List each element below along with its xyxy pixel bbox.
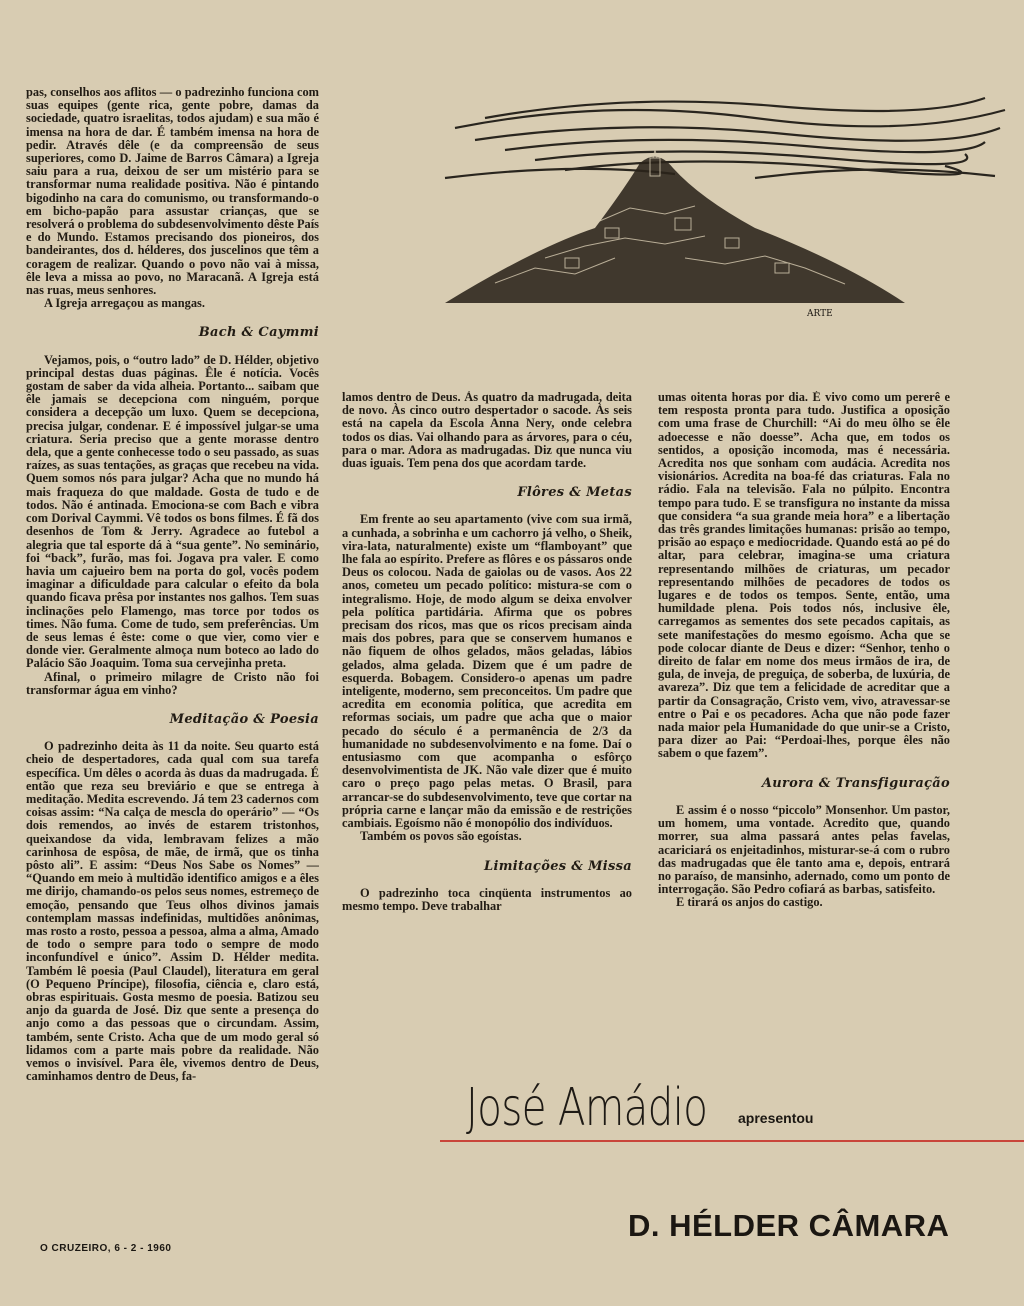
section-heading: Limitações & Missa bbox=[484, 858, 632, 874]
section-heading: Bach & Caymmi bbox=[198, 325, 319, 341]
article-column-2 bbox=[342, 391, 632, 1011]
paragraph: O padrezinho deita às 11 da noite. Seu quarto está cheio de despertadores, cada qual com sua tarefa específica. Um dêles o acorda às duas da madrugada. É então que reza seu breviário e que se entrega à meditação. Medita escrevendo. Já tem 23 cadernos com coisas assim: “Na calça de mescla do operário” — “Os dois remendos, ao invés de estarem tristonhos, queixandose da vida, lembravam felizes a mão carinhosa de espôsa, de mãe, de irmã, que os tinha pôsto ali”. E assim: “Deus Nos Sabe os Nomes” — “Quando em meio à multidão identifico amigos e a êles me dirijo, chamando-os pelos seus nomes, estremeço de emoção, pensando que Teus olhos divinos jamais contemplam massas indefinidas, multidões anônimas, mas rosto a rosto, pessoa a pessoa, alma a alma, Amado de todo o sempre para todo o sempre de modo inconfundível e único”. Assim D. Hélder medita. Também lê poesia (Paul Claudel), literatura em geral (O Pequeno Príncipe), filosofia, ciência e, claro está, obras espirituais. Gosta mesmo de poesia. Batizou seu anjo da guarda de José. Diz que sente a presença do anjo como a das pessoas que o circundam. Assim, também, sente Cristo. Acha que de um modo geral só lidamos com a parte mais pobre da realidade. Não vemos o invisível. Para êle, vivemos dentro de Deus, caminhamos dentro de Deus, fa- bbox=[26, 739, 319, 1084]
paragraph: Vejamos, pois, o “outro lado” de D. Hélder, objetivo principal destas duas páginas. Êle é notícia. Vocês gostam de saber da vida alheia. Portanto... saibam que êle jamais se decepciona com ninguém, porque considera a decepção um luxo. Quem se decepciona, precisa julgar, condenar. E é impossível julgar-se uma criatura. Seria preciso que a gente morasse dentro dela, que a gente conhecesse todo o seu passado, as suas raízes, as suas tentações, as graças que recebeu na vida. Quem somos nós para julgar? Acha que no mundo há mais fraqueza do que maldade. Gosta de tudo e de todos. Não é antinada. Emociona-se com Bach e vibra com Dorival Caymmi. Vê todos os bons filmes. É fã dos desenhos de Tom & Jerry. Agradece ao futebol a alegria que tal esporte dá à “sua gente”. No seminário, foi “back”, furão, mas foi. Jogava pra valer. E como havia um cajueiro bem na porta do gol, vocês podem imaginar a dificuldade para calcular o efeito da bola quando ficava prêsa por instantes nos galhos. Tem suas inclinações pelo Flamengo, mas torce por todos os times. Não fuma. Come de tudo, sem preferências. Um de seus lemas é êste: come o que vier, como vier e donde vier. Geralmente almoça num boteco ao lado do Palácio São Joaquim. Toma sua cervejinha preta. bbox=[26, 352, 319, 671]
page-footer: O CRUZEIRO, 6 - 2 - 1960 bbox=[40, 1243, 172, 1254]
paragraph: pas, conselhos aos aflitos — o padrezinho funciona com suas equipes (gente rica, gente pobre, damas da sociedade, quatro israelitas, todos ajudam) e sua mão é imensa na hora de dar. É também imensa na hora de pedir. Através dêle (e da compreensão de seus superiores, como D. Jaime de Barros Câmara) a Igreja saiu para a rua, deixou de ser um mistério para se transformar numa realidade positiva. Não é pintando bigodinho na cara do comunismo, ou transformando-o em bicho-papão para assustar crianças, que se resolverá o problema do subdesenvolvimento dêste País e do Mundo. Estamos precisando dos pioneiros, dos bandeirantes, dos d. hélderes, dos juscelinos que têm a coragem de realizar. Quando o povo não vai à missa, êle leva a missa ao povo, no Maracanã. A Igreja está nas ruas, meus senhores. bbox=[26, 86, 319, 298]
presented-label: apresentou bbox=[738, 1110, 814, 1126]
illustration-signature: ARTE bbox=[807, 309, 833, 319]
paragraph: Em frente ao seu apartamento (vive com sua irmã, a cunhada, a sobrinha e um cachorro já velho, o Sheik, vira-lata, naturalmente) existe um “flamboyant” que lhe fala ao espírito. Prefere as flôres e os pássaros onde Deus os colocou. Nada de gaiolas ou de vasos. Aos 22 anos, cometeu um pecado político: mistura-se com o integralismo. Hoje, de modo algum se deixa envolver pela política partidária. Afirma que os pobres precisam dos ricos, mas que os ricos precisam ainda mais dos pobres, para que se conservem humanos e não fiquem de olhos gelados, mãos geladas, lábios gelados, alma gelada. Dizem que é um padre de esquerda. Bobagem. Considero-o apenas um padre inteligente, moderno, sem preconceitos. Um padre que acredita em economia política, que acredita em reformas sociais, um padre que acha que o maior pecado do século é a permanência de 2/3 da humanidade no subdesenvolvimento e na fome. Daí o entusiasmo com que acompanha o esfôrço desenvolvimentista de JK. Não vale dizer que é muito caro o preço pago pelas metas. O Brasil, para arrancar-se do subdesenvolvimento, teve que cortar na própria carne e lançar mão da emissão e de restrições cambiais. Egoísmo não é monopólio dos indivíduos. bbox=[342, 512, 632, 831]
paragraph: lamos dentro de Deus. Às quatro da madrugada, deita de novo. Às cinco outro despertador o sacode. Às seis está na capela da Escola Anna Nery, onde celebra todos os dias. Vai olhando para as árvores, para o céu, para o mar. Adora as madrugadas. Diz que nunca viu duas iguais. Tem pena dos que acordam tarde. bbox=[342, 391, 632, 471]
paragraph: E assim é o nosso “piccolo” Monsenhor. Um pastor, um homem, uma vontade. Acredito que, quando morrer, sua alma passará antes pelas favelas, acariciará os enjeitadinhos, misturar-se-á com o rubro das madrugadas que êle tanto ama e, depois, entrará no paraíso, de mansinho, adernado, como um ponto de interrogação. São Pedro cofiará as barbas, satisfeito. bbox=[658, 802, 950, 897]
paragraph: E tirará os anjos do castigo. bbox=[676, 895, 823, 910]
section-heading: Flôres & Metas bbox=[517, 485, 632, 501]
article-column-3 bbox=[658, 391, 950, 1011]
author-credit: José Amádio bbox=[466, 1078, 708, 1138]
paragraph: Afinal, o primeiro milagre de Cristo não foi transformar água em vinho? bbox=[26, 669, 319, 697]
page-title: D. HÉLDER CÂMARA bbox=[628, 1208, 950, 1243]
paragraph: umas oitenta horas por dia. É vivo como um pererê e tem resposta pronta para tudo. Justifica a oposição com uma frase de Churchill: “Ai do meu ôlho se êle adoecesse e não doesse”. Acha que, em todos os sentidos, a oposição incomoda, mas é necessária. Acredita nos que sonham com audácia. Acredita nos visionários. Acredita na boa-fé das criaturas. Fala no rádio. Fala na televisão. Fala no púlpito. Encontra tempo para tudo. E se transfigura no instante da missa que considera “a sua grande meia hora” e a libertação das três grandes limitações humanas: prisão ao tempo, prisão ao espaço e mediocridade. Quando está ao pé do altar, para celebrar, imagina-se uma criatura representando milhões de criaturas, um pecador representando milhões de pecadores de todos os lugares e de todos os tempos. Sente, então, uma humildade plena. Pois todos nós, inclusive êle, carregamos as sementes dos sete pecados capitais, as sete manifestações do mesmo egoísmo. Acha que se pode colocar diante de Deus e dizer: “Senhor, tenho o direito de falar em nome dos meus irmãos de ira, de gula, de inveja, de preguiça, de soberba, de luxúria, de avareza”. Diz que tem a felicidade de acreditar que a partir da Consagração, Cristo vem, vivo, atravessar-se entre o Pai e os pecadores. Acha que não pode fazer nada maior pela Humanidade do que unir-se a Cristo, para dizer ao Pai: “Perdoai-lhes, porque êles não sabem o que fazem”. bbox=[658, 391, 950, 761]
paragraph: A Igreja arregaçou as mangas. bbox=[44, 296, 205, 311]
section-heading: Aurora & Transfiguração bbox=[761, 775, 950, 791]
section-heading: Meditação & Poesia bbox=[169, 711, 319, 727]
red-rule bbox=[440, 1140, 1024, 1142]
article-column-1 bbox=[26, 86, 319, 1244]
paragraph: Também os povos são egoístas. bbox=[360, 829, 522, 844]
paragraph: O padrezinho toca cinqüenta instrumentos ao mesmo tempo. Deve trabalhar bbox=[342, 885, 632, 913]
hill-city-drawing bbox=[425, 88, 1010, 328]
